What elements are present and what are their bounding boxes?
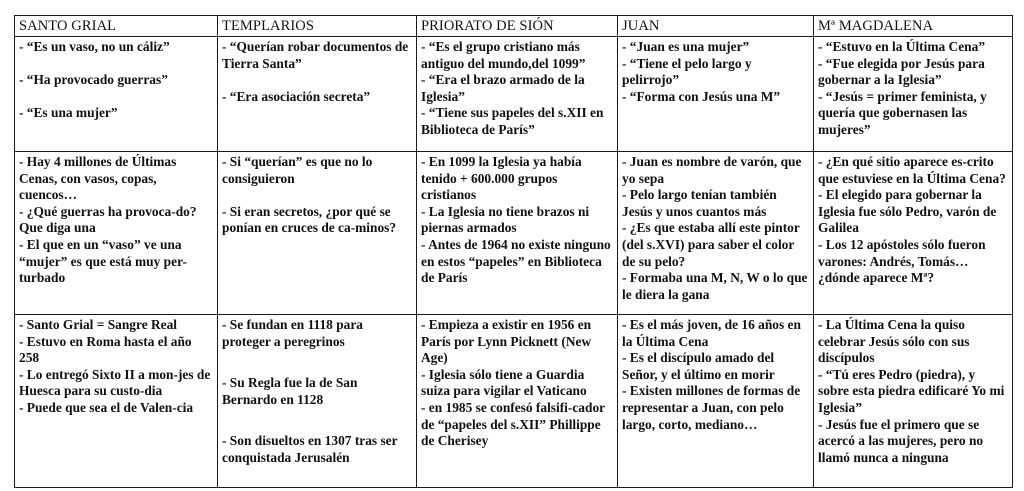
- list-item: - Es el discípulo amado del Señor, y el último en morir: [622, 350, 775, 382]
- list-item: - Puede que sea el de Valen-cia: [19, 399, 194, 415]
- cell-priorato: [417, 315, 618, 488]
- list-item: - Iglesia sólo tiene a Guardia suiza para vigilar el Vaticano: [421, 366, 587, 399]
- list-item: - ¿Es que estaba allí este pintor (del s.XVI) para saber el color de su pelo?: [622, 220, 800, 269]
- list-item: - “Tiene el pelo largo y pelirrojo”: [622, 55, 752, 88]
- list-item: - “Es el grupo cristiano más antiguo del mundo,del 1099”: [421, 39, 586, 71]
- list-item: - El elegido para gobernar la Iglesia fue sólo Pedro, varón de Galilea: [818, 187, 997, 236]
- list-item: - “Tiene sus papeles del s.XII en Biblioteca de París”: [421, 105, 604, 137]
- list-item: - Santo Grial = Sangre Real: [19, 317, 178, 332]
- header-juan: JUAN: [618, 16, 814, 37]
- list-item: - La Última Cena la quiso celebrar Jesús sólo con sus discípulos: [818, 317, 970, 366]
- cell-templarios: [218, 37, 417, 152]
- cell-templarios: [218, 315, 417, 488]
- header-row: [15, 16, 1013, 37]
- list-item: - Lo entregó Sixto II a mon-jes de Huesca para su custo-dia: [19, 366, 211, 399]
- list-item: - Su Regla fue la de San Bernardo en 1128: [222, 375, 358, 407]
- cell-santo-grial: [15, 315, 218, 488]
- cell-magdalena: [814, 315, 1013, 488]
- list-item: - Existen millones de formas de representar a Juan, con pelo largo, corto, mediano…: [622, 383, 801, 432]
- cell-juan: [618, 37, 814, 152]
- list-item: - “Ha provocado guerras”: [19, 72, 168, 88]
- list-item: - Pelo largo tenían también Jesús y unos cuantos más: [622, 187, 777, 219]
- header-santo-grial: SANTO GRIAL: [15, 16, 218, 37]
- list-item: - “Era asociación secreta”: [222, 88, 371, 104]
- cell-templarios: [218, 152, 417, 315]
- cell-priorato: [417, 37, 618, 152]
- list-item: - “Es un vaso, no un cáliz”: [19, 39, 170, 54]
- list-item: - “Juan es una mujer”: [622, 39, 750, 54]
- table-row: [15, 37, 1013, 152]
- list-item: - Antes de 1964 no existe ninguno en estos “papeles” en Biblioteca de París: [421, 236, 611, 286]
- cell-magdalena: [814, 152, 1013, 315]
- list-item: - Es el más joven, de 16 años en la Última Cena: [622, 317, 801, 349]
- list-item: - ¿En qué sitio aparece es-crito que estuviese en la Última Cena?: [818, 154, 1006, 186]
- cell-magdalena: [814, 37, 1013, 152]
- list-item: - “Querían robar documentos de Tierra Santa”: [222, 39, 409, 71]
- cell-santo-grial: [15, 37, 218, 152]
- list-item: - Hay 4 millones de Últimas Cenas, con vasos, copas, cuencos…: [19, 154, 177, 203]
- table-row: [15, 152, 1013, 315]
- list-item: - ¿Qué guerras ha provoca-do? Que diga una: [19, 203, 197, 236]
- list-item: - Empieza a existir en 1956 en París por Lynn Picknett (New Age): [421, 317, 592, 366]
- list-item: - Si eran secretos, ¿por qué se ponían en cruces de ca-minos?: [222, 203, 397, 236]
- list-item: - El que en un “vaso” ve una “mujer” es que está muy per-turbado: [19, 236, 187, 286]
- cell-priorato: [417, 152, 618, 315]
- comparison-table: [14, 15, 1013, 488]
- list-item: - Jesús fue el primero que se acercó a las mujeres, pero no llamó nunca a ninguna: [818, 416, 984, 465]
- table-row: [15, 315, 1013, 488]
- list-item: - Son disueltos en 1307 tras ser conquistada Jerusalén: [222, 433, 398, 465]
- list-item: - “Tú eres Pedro (piedra), y sobre esta piedra edificaré Yo mi Iglesia”: [818, 366, 1005, 415]
- list-item: - “Jesús = primer feminista, y quería que gobernasen las mujeres”: [818, 88, 987, 137]
- header-priorato-de-sion: PRIORATO DE SIÓN: [417, 16, 618, 37]
- list-item: - Estuvo en Roma hasta el año 258: [19, 333, 192, 366]
- list-item: - Los 12 apóstoles sólo fueron varones: Andrés, Tomás…¿dónde aparece Mª?: [818, 236, 986, 286]
- list-item: - “Fue elegida por Jesús para gobernar a la Iglesia”: [818, 55, 985, 88]
- list-item: - En 1099 la Iglesia ya había tenido + 600.000 grupos cristianos: [421, 154, 582, 203]
- list-item: - en 1985 se confesó falsifi-cador de “papeles del s.XII” Phillippe de Cherisey: [421, 399, 605, 449]
- list-item: - Formaba una M, N, W o lo que le diera la gana: [622, 270, 808, 302]
- header-templarios: TEMPLARIOS: [218, 16, 417, 37]
- list-item: - Si “querían” es que no lo consiguieron: [222, 154, 373, 186]
- cell-juan: [618, 315, 814, 488]
- list-item: - “Estuvo en la Última Cena”: [818, 39, 986, 54]
- list-item: - Se fundan en 1118 para proteger a peregrinos: [222, 317, 364, 349]
- cell-juan: [618, 152, 814, 315]
- list-item: - La Iglesia no tiene brazos ni piernas armados: [421, 203, 590, 236]
- list-item: - “Es una mujer”: [19, 105, 118, 121]
- list-item: - “Forma con Jesús una M”: [622, 88, 781, 104]
- list-item: - “Era el brazo armado de la Iglesia”: [421, 72, 585, 104]
- header-maria-magdalena: Mª MAGDALENA: [814, 16, 1013, 37]
- cell-santo-grial: [15, 152, 218, 315]
- list-item: - Juan es nombre de varón, que yo sepa: [622, 154, 802, 186]
